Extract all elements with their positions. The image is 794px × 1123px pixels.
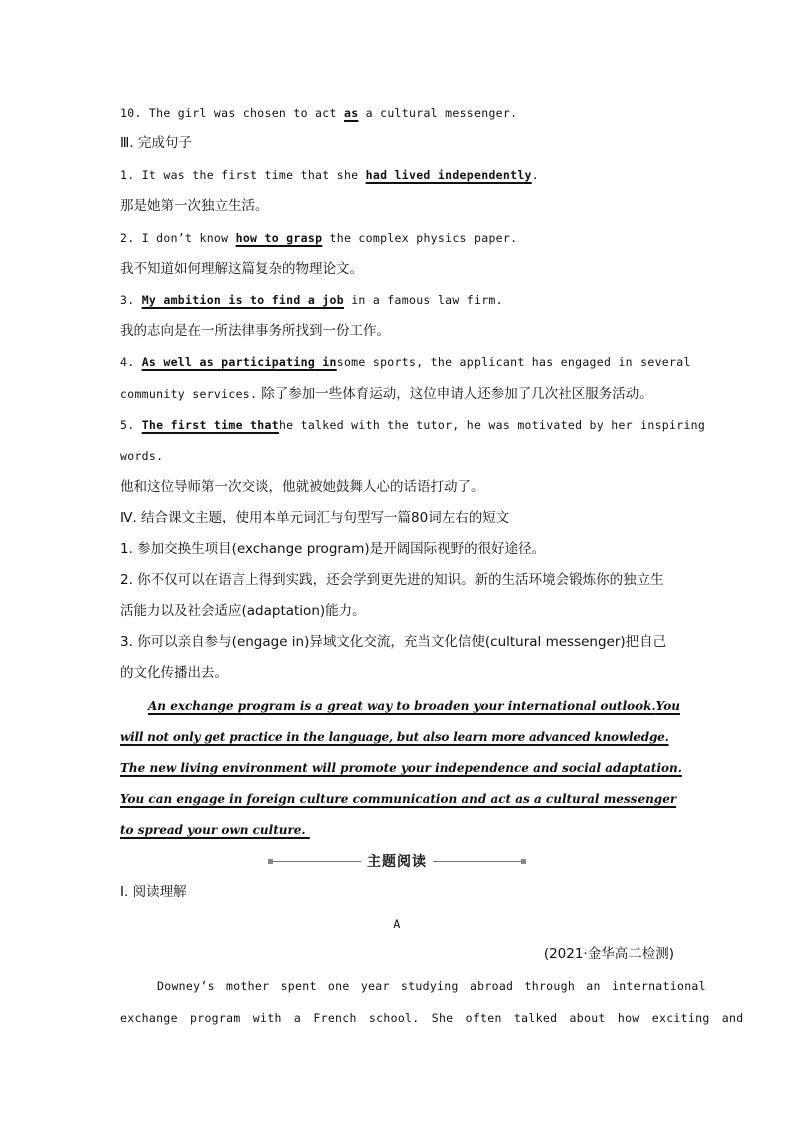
essay-text: will not only get practice in the language, but also learn more advanced knowledge. <box>120 730 669 744</box>
sentence-3 <box>120 292 674 308</box>
translation-4: 除了参加一些体育运动，这位申请人还参加了几次社区服务活动。 <box>261 386 653 402</box>
sentence-4-line-2 <box>120 386 674 402</box>
answer-text: as <box>343 106 359 120</box>
answer-text: had lived independently <box>365 168 532 182</box>
sentence-text: It was the first time that she <box>141 168 359 182</box>
sentence-text: . <box>531 168 540 182</box>
item-number: 4. <box>120 355 135 369</box>
decor-line-left <box>273 861 361 862</box>
prompt-line: 3. 你可以亲自参与(engage in)异域文化交流，充当文化信使(cultural messenger)把自己 <box>120 634 667 650</box>
sentence-4-line-1 <box>120 354 691 370</box>
theme-reading-title: 主题阅读 <box>367 854 427 870</box>
sentence-5-line-2: words. <box>120 449 164 463</box>
exercise-q10 <box>120 105 674 121</box>
sentence-text: a cultural messenger. <box>365 106 518 120</box>
passage-text: exchange program with a French school. She often talked about how exciting and <box>120 1011 744 1025</box>
prompt-line: 1. 参加交换生项目(exchange program)是开阔国际视野的很好途径。 <box>120 541 546 557</box>
prompt-line: 活能力以及社会适应(adaptation)能力。 <box>120 603 366 619</box>
translation-3: 我的志向是在一所法律事务所找到一份工作。 <box>120 323 390 339</box>
theme-reading-header <box>268 851 526 871</box>
item-number: 5. <box>120 418 135 432</box>
passage-line-1 <box>157 978 706 994</box>
essay-line-4 <box>120 791 677 807</box>
decor-line-right <box>433 861 521 862</box>
sentence-text: I don’t know <box>141 231 229 245</box>
essay-line-1 <box>148 698 680 714</box>
prompt-line: 2. 你不仅可以在语言上得到实践，还会学到更先进的知识。新的生活环境会锻炼你的独立生 <box>120 572 664 588</box>
essay-line-5 <box>120 822 674 838</box>
essay-text: You can engage in foreign culture communication and act as a cultural messenger <box>120 792 677 806</box>
section-heading-3: Ⅲ. 完成句子 <box>120 135 192 151</box>
item-number: 10. <box>120 106 142 120</box>
passage-line-2 <box>120 1010 744 1026</box>
sentence-text: in a famous law firm. <box>351 293 503 307</box>
section-heading-4: Ⅳ. 结合课文主题，使用本单元词汇与句型写一篇80词左右的短文 <box>120 510 510 526</box>
translation-1: 那是她第一次独立生活。 <box>120 198 269 214</box>
sentence-text: he talked with the tutor, he was motivated by her inspiring <box>278 418 706 432</box>
essay-line-2 <box>120 729 674 745</box>
essay-text: The new living environment will promote your independence and social adaptation. <box>120 761 682 775</box>
sentence-5-line-1 <box>120 417 706 433</box>
translation-5: 他和这位导师第一次交谈，他就被她鼓舞人心的话语打动了。 <box>120 479 485 495</box>
sentence-1 <box>120 167 674 183</box>
sentence-text: community services. <box>120 387 258 401</box>
decor-square-right <box>521 859 526 864</box>
sentence-2 <box>120 230 674 246</box>
essay-text: You <box>655 699 680 713</box>
answer-text: The first time that <box>141 418 279 432</box>
reading-heading: Ⅰ. 阅读理解 <box>120 884 187 900</box>
passage-letter: A <box>393 917 401 931</box>
essay-text: An exchange program is a great way to broaden your international outlook. <box>148 699 656 713</box>
sentence-text: The girl was chosen to act <box>148 106 337 120</box>
answer-text: how to grasp <box>235 231 323 245</box>
translation-2: 我不知道如何理解这篇复杂的物理论文。 <box>120 261 363 277</box>
passage-text: Downey’s mother spent one year studying abroad through an international <box>157 979 706 993</box>
item-number: 1. <box>120 168 135 182</box>
item-number: 2. <box>120 231 135 245</box>
item-number: 3. <box>120 293 135 307</box>
answer-text: As well as participating in <box>141 355 337 369</box>
essay-line-3 <box>120 760 682 776</box>
essay-text: to spread your own culture. <box>120 823 306 837</box>
source-note: (2021·金华高二检测) <box>543 946 674 962</box>
answer-text: My ambition is to find a job <box>141 293 344 307</box>
prompt-line: 的文化传播出去。 <box>120 665 228 681</box>
sentence-text: some sports, the applicant has engaged in several <box>336 355 691 369</box>
sentence-text: the complex physics paper. <box>329 231 518 245</box>
